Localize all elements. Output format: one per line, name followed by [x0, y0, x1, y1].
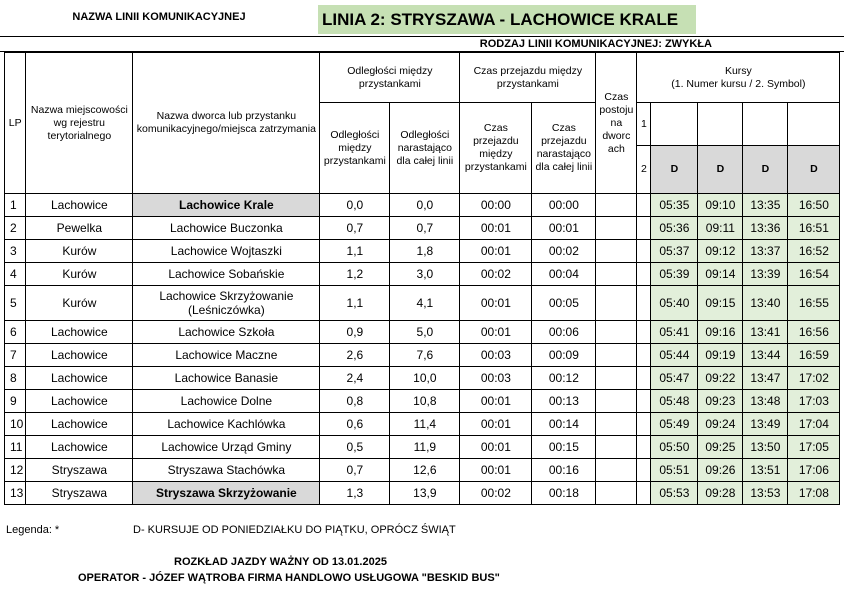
lp-cell: 5	[5, 286, 26, 321]
stop-time-cell	[596, 321, 637, 344]
course-number-cell	[651, 103, 698, 146]
stop-time-cell	[596, 390, 637, 413]
departure-time: 16:51	[788, 217, 840, 240]
header-lp: LP	[5, 53, 26, 194]
town-cell: Pewelka	[26, 217, 133, 240]
line-type: RODZAJ LINII KOMUNIKACYJNEJ: ZWYKŁA	[0, 36, 844, 52]
departure-time: 13:39	[743, 263, 788, 286]
time-cumulative-cell: 00:01	[532, 217, 596, 240]
spacer-cell	[637, 194, 651, 217]
stop-cell: Stryszawa Stachówka	[133, 459, 320, 482]
departure-time: 09:26	[698, 459, 743, 482]
departure-time: 13:40	[743, 286, 788, 321]
stop-time-cell	[596, 459, 637, 482]
time-cumulative-cell: 00:04	[532, 263, 596, 286]
header-stop-time: Czas postoju na dworc ach	[596, 53, 637, 194]
departure-time: 05:39	[651, 263, 698, 286]
town-cell: Kurów	[26, 240, 133, 263]
header-course-row-1: 1	[637, 103, 651, 146]
table-row	[5, 413, 840, 436]
table-row	[5, 194, 840, 217]
distance-cumulative-cell: 1,8	[390, 240, 460, 263]
table-row	[5, 436, 840, 459]
stop-time-cell	[596, 344, 637, 367]
departure-time: 05:50	[651, 436, 698, 459]
departure-time: 16:56	[788, 321, 840, 344]
town-cell: Stryszawa	[26, 459, 133, 482]
departure-time: 05:44	[651, 344, 698, 367]
table-row	[5, 390, 840, 413]
stop-cell: Lachowice Szkoła	[133, 321, 320, 344]
stop-cell: Lachowice Maczne	[133, 344, 320, 367]
departure-time: 17:04	[788, 413, 840, 436]
table-row	[5, 263, 840, 286]
time-cell: 00:01	[460, 459, 532, 482]
distance-cumulative-cell: 13,9	[390, 482, 460, 505]
table-row	[5, 459, 840, 482]
table-row	[5, 217, 840, 240]
course-symbol: D	[743, 146, 788, 194]
departure-time: 09:11	[698, 217, 743, 240]
course-number-cell	[743, 103, 788, 146]
stop-time-cell	[596, 286, 637, 321]
spacer-cell	[637, 436, 651, 459]
departure-time: 05:36	[651, 217, 698, 240]
header-distance-cumulative: Odległości narastająco dla całej linii	[390, 103, 460, 194]
spacer-cell	[637, 263, 651, 286]
header-courses	[637, 53, 840, 103]
timetable	[4, 52, 840, 505]
header-time-cumulative: Czas przejazdu narastająco dla całej linii	[532, 103, 596, 194]
departure-time: 09:10	[698, 194, 743, 217]
distance-cumulative-cell: 0,0	[390, 194, 460, 217]
town-cell: Lachowice	[26, 413, 133, 436]
stop-cell: Lachowice Banasie	[133, 367, 320, 390]
departure-time: 13:50	[743, 436, 788, 459]
stop-cell: Lachowice Wojtaszki	[133, 240, 320, 263]
time-cumulative-cell: 00:00	[532, 194, 596, 217]
town-cell: Lachowice	[26, 194, 133, 217]
distance-cumulative-cell: 11,9	[390, 436, 460, 459]
distance-cumulative-cell: 11,4	[390, 413, 460, 436]
spacer-cell	[637, 240, 651, 263]
table-row	[5, 344, 840, 367]
distance-cell: 1,3	[320, 482, 390, 505]
stop-cell: Stryszawa Skrzyżowanie	[133, 482, 320, 505]
departure-time: 16:55	[788, 286, 840, 321]
stop-time-cell	[596, 413, 637, 436]
lp-cell: 7	[5, 344, 26, 367]
distance-cell: 0,6	[320, 413, 390, 436]
time-cell: 00:00	[460, 194, 532, 217]
departure-time: 09:19	[698, 344, 743, 367]
time-cumulative-cell: 00:13	[532, 390, 596, 413]
time-cumulative-cell: 00:02	[532, 240, 596, 263]
time-cell: 00:01	[460, 217, 532, 240]
lp-cell: 9	[5, 390, 26, 413]
header-courses-subtitle: (1. Numer kursu / 2. Symbol)	[671, 77, 806, 90]
spacer-cell	[637, 367, 651, 390]
departure-time: 16:50	[788, 194, 840, 217]
header-course-row-2: 2	[637, 146, 651, 194]
departure-time: 13:36	[743, 217, 788, 240]
departure-time: 16:59	[788, 344, 840, 367]
departure-time: 13:49	[743, 413, 788, 436]
spacer-cell	[637, 413, 651, 436]
spacer-cell	[637, 321, 651, 344]
line-name-label: NAZWA LINII KOMUNIKACYJNEJ	[72, 11, 246, 23]
time-cell: 00:03	[460, 344, 532, 367]
time-cumulative-cell: 00:12	[532, 367, 596, 390]
table-row	[5, 286, 840, 321]
departure-time: 09:25	[698, 436, 743, 459]
departure-time: 09:15	[698, 286, 743, 321]
spacer-cell	[637, 482, 651, 505]
distance-cumulative-cell: 12,6	[390, 459, 460, 482]
time-cell: 00:03	[460, 367, 532, 390]
spacer-cell	[637, 459, 651, 482]
course-number-cell	[788, 103, 840, 146]
departure-time: 13:37	[743, 240, 788, 263]
departure-time: 05:49	[651, 413, 698, 436]
distance-cumulative-cell: 10,8	[390, 390, 460, 413]
departure-time: 17:05	[788, 436, 840, 459]
lp-cell: 10	[5, 413, 26, 436]
town-cell: Kurów	[26, 286, 133, 321]
departure-time: 17:06	[788, 459, 840, 482]
departure-time: 05:41	[651, 321, 698, 344]
distance-cell: 0,0	[320, 194, 390, 217]
stop-cell: Lachowice Skrzyżowanie (Leśniczówka)	[133, 286, 320, 321]
distance-cell: 2,6	[320, 344, 390, 367]
departure-time: 13:51	[743, 459, 788, 482]
time-cumulative-cell: 00:15	[532, 436, 596, 459]
distance-cumulative-cell: 0,7	[390, 217, 460, 240]
distance-cell: 0,9	[320, 321, 390, 344]
departure-time: 05:51	[651, 459, 698, 482]
departure-time: 13:48	[743, 390, 788, 413]
distance-cell: 0,8	[320, 390, 390, 413]
distance-cell: 1,2	[320, 263, 390, 286]
lp-cell: 6	[5, 321, 26, 344]
table-row	[5, 367, 840, 390]
departure-time: 16:52	[788, 240, 840, 263]
time-cell: 00:02	[460, 263, 532, 286]
departure-time: 09:12	[698, 240, 743, 263]
departure-time: 09:28	[698, 482, 743, 505]
spacer-cell	[637, 390, 651, 413]
stop-time-cell	[596, 367, 637, 390]
stop-time-cell	[596, 217, 637, 240]
table-row	[5, 321, 840, 344]
stop-cell: Lachowice Sobańskie	[133, 263, 320, 286]
spacer-cell	[637, 344, 651, 367]
distance-cumulative-cell: 3,0	[390, 263, 460, 286]
distance-cell: 0,7	[320, 459, 390, 482]
stop-cell: Lachowice Urząd Gminy	[133, 436, 320, 459]
time-cumulative-cell: 00:06	[532, 321, 596, 344]
departure-time: 09:22	[698, 367, 743, 390]
stop-time-cell	[596, 263, 637, 286]
distance-cumulative-cell: 5,0	[390, 321, 460, 344]
stop-cell: Lachowice Kachlówka	[133, 413, 320, 436]
time-cell: 00:01	[460, 390, 532, 413]
header-town: Nazwa miejscowości wg rejestru terytorialnego	[26, 53, 133, 194]
lp-cell: 3	[5, 240, 26, 263]
stop-time-cell	[596, 436, 637, 459]
departure-time: 09:23	[698, 390, 743, 413]
distance-cumulative-cell: 7,6	[390, 344, 460, 367]
stop-cell: Lachowice Buczonka	[133, 217, 320, 240]
time-cumulative-cell: 00:05	[532, 286, 596, 321]
distance-cumulative-cell: 10,0	[390, 367, 460, 390]
departure-time: 05:53	[651, 482, 698, 505]
departure-time: 17:08	[788, 482, 840, 505]
valid-from: ROZKŁAD JAZDY WAŻNY OD 13.01.2025	[174, 556, 387, 568]
departure-time: 05:47	[651, 367, 698, 390]
departure-time: 05:40	[651, 286, 698, 321]
stop-time-cell	[596, 194, 637, 217]
departure-time: 16:54	[788, 263, 840, 286]
time-cumulative-cell: 00:14	[532, 413, 596, 436]
departure-time: 05:35	[651, 194, 698, 217]
stop-cell: Lachowice Krale	[133, 194, 320, 217]
lp-cell: 4	[5, 263, 26, 286]
course-symbol: D	[651, 146, 698, 194]
lp-cell: 11	[5, 436, 26, 459]
table-row	[5, 482, 840, 505]
town-cell: Lachowice	[26, 344, 133, 367]
time-cell: 00:01	[460, 321, 532, 344]
header-distance-group: Odległości między przystankami	[320, 53, 460, 103]
departure-time: 09:24	[698, 413, 743, 436]
header-time-between: Czas przejazdu między przystankami	[460, 103, 532, 194]
departure-time: 13:44	[743, 344, 788, 367]
distance-cell: 0,5	[320, 436, 390, 459]
departure-time: 13:41	[743, 321, 788, 344]
spacer-cell	[637, 217, 651, 240]
departure-time: 17:03	[788, 390, 840, 413]
departure-time: 13:35	[743, 194, 788, 217]
time-cumulative-cell: 00:09	[532, 344, 596, 367]
town-cell: Lachowice	[26, 390, 133, 413]
time-cell: 00:01	[460, 286, 532, 321]
lp-cell: 1	[5, 194, 26, 217]
header-courses-title: Kursy	[724, 64, 752, 77]
time-cell: 00:01	[460, 240, 532, 263]
departure-time: 13:47	[743, 367, 788, 390]
legend-label: Legenda: *	[6, 524, 60, 536]
lp-cell: 12	[5, 459, 26, 482]
time-cell: 00:02	[460, 482, 532, 505]
town-cell: Lachowice	[26, 367, 133, 390]
stop-cell: Lachowice Dolne	[133, 390, 320, 413]
lp-cell: 8	[5, 367, 26, 390]
town-cell: Kurów	[26, 263, 133, 286]
stop-time-cell	[596, 482, 637, 505]
departure-time: 09:16	[698, 321, 743, 344]
stop-time-cell	[596, 240, 637, 263]
town-cell: Lachowice	[26, 436, 133, 459]
time-cumulative-cell: 00:18	[532, 482, 596, 505]
table-row	[5, 240, 840, 263]
town-cell: Lachowice	[26, 321, 133, 344]
departure-time: 05:37	[651, 240, 698, 263]
departure-time: 13:53	[743, 482, 788, 505]
distance-cumulative-cell: 4,1	[390, 286, 460, 321]
line-title: LINIA 2: STRYSZAWA - LACHOWICE KRALE	[318, 5, 696, 34]
operator: OPERATOR - JÓZEF WĄTROBA FIRMA HANDLOWO USŁUGOWA "BESKID BUS"	[78, 572, 500, 584]
distance-cell: 1,1	[320, 240, 390, 263]
lp-cell: 13	[5, 482, 26, 505]
course-number-cell	[698, 103, 743, 146]
course-symbol: D	[788, 146, 840, 194]
course-symbol: D	[698, 146, 743, 194]
departure-time: 17:02	[788, 367, 840, 390]
lp-cell: 2	[5, 217, 26, 240]
distance-cell: 0,7	[320, 217, 390, 240]
time-cell: 00:01	[460, 436, 532, 459]
legend-text: D- KURSUJE OD PONIEDZIAŁKU DO PIĄTKU, OPRÓCZ ŚWIĄT	[133, 524, 456, 536]
town-cell: Stryszawa	[26, 482, 133, 505]
header-stop: Nazwa dworca lub przystanku komunikacyjnego/miejsca zatrzymania	[133, 53, 320, 194]
header-distance-between: Odległości między przystankami	[320, 103, 390, 194]
distance-cell: 1,1	[320, 286, 390, 321]
time-cell: 00:01	[460, 413, 532, 436]
spacer-cell	[637, 286, 651, 321]
time-cumulative-cell: 00:16	[532, 459, 596, 482]
departure-time: 09:14	[698, 263, 743, 286]
header-time-group: Czas przejazdu między przystankami	[460, 53, 596, 103]
departure-time: 05:48	[651, 390, 698, 413]
distance-cell: 2,4	[320, 367, 390, 390]
